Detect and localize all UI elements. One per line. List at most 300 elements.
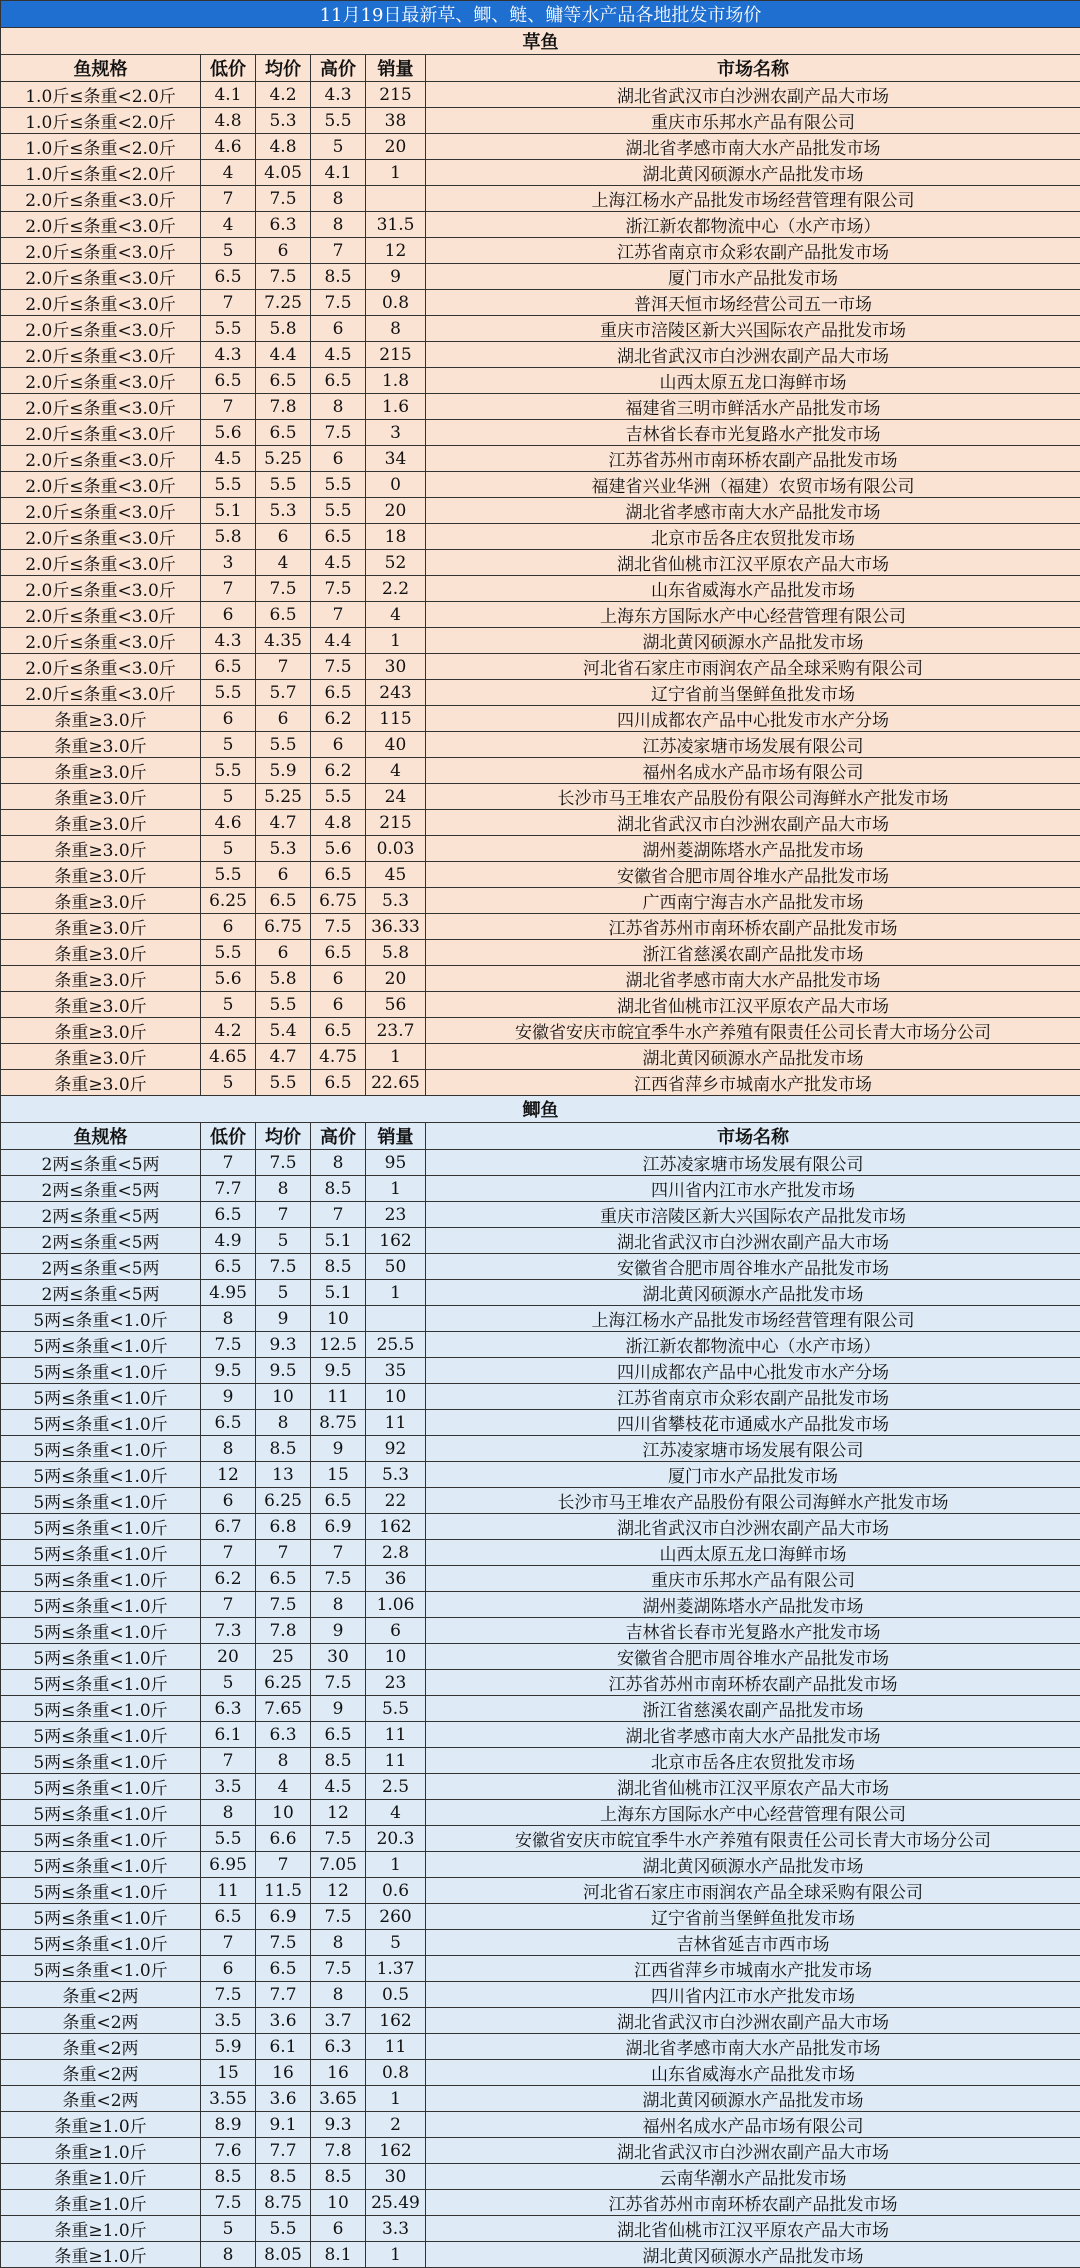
table-row [1,264,1080,290]
table-cell: 1 [366,2242,426,2268]
table-cell: 湖北省武汉市白沙洲农副产品大市场 [426,2138,1080,2164]
table-cell: 2两≤条重<5两 [1,1228,201,1254]
table-cell: 13 [256,1462,311,1488]
table-cell: 6.7 [201,1514,256,1540]
table-cell: 云南华潮水产品批发市场 [426,2164,1080,2190]
table-cell: 2两≤条重<5两 [1,1254,201,1280]
table-cell: 6 [201,602,256,628]
table-cell: 7 [256,1540,311,1566]
table-row [1,1384,1080,1410]
table-cell: 9.1 [256,2112,311,2138]
table-cell: 7.5 [311,914,366,940]
table-cell: 1.0斤≤条重<2.0斤 [1,82,201,108]
table-cell: 2.0斤≤条重<3.0斤 [1,576,201,602]
table-cell: 6.25 [256,1670,311,1696]
table-cell: 5.5 [311,108,366,134]
table-cell: 浙江新农都物流中心（水产市场） [426,1332,1080,1358]
table-cell: 10 [366,1644,426,1670]
table-cell: 2两≤条重<5两 [1,1280,201,1306]
table-row [1,654,1080,680]
table-cell: 6.6 [256,1826,311,1852]
table-cell: 5两≤条重<1.0斤 [1,1488,201,1514]
table-cell: 5.3 [256,108,311,134]
table-cell: 5两≤条重<1.0斤 [1,1670,201,1696]
table-row [1,550,1080,576]
table-cell: 湖北省孝感市南大水产品批发市场 [426,1722,1080,1748]
table-cell: 7 [201,1930,256,1956]
table-cell: 4.1 [311,160,366,186]
table-cell: 115 [366,706,426,732]
table-cell: 20 [366,498,426,524]
table-cell: 江苏凌家塘市场发展有限公司 [426,732,1080,758]
table-cell: 7.5 [311,576,366,602]
table-cell: 0 [366,472,426,498]
column-header: 高价 [311,1123,366,1150]
table-cell: 湖北省武汉市白沙洲农副产品大市场 [426,1228,1080,1254]
table-cell: 2.0斤≤条重<3.0斤 [1,446,201,472]
table-row [1,160,1080,186]
table-row [1,1358,1080,1384]
table-row [1,1410,1080,1436]
table-cell: 5.5 [201,316,256,342]
table-cell: 5 [201,992,256,1018]
table-cell: 2.0斤≤条重<3.0斤 [1,186,201,212]
table-cell: 浙江新农都物流中心（水产市场） [426,212,1080,238]
table-cell: 重庆市涪陵区新大兴国际农产品批发市场 [426,1202,1080,1228]
table-row [1,1514,1080,1540]
table-cell: 5两≤条重<1.0斤 [1,1436,201,1462]
table-cell: 5两≤条重<1.0斤 [1,1358,201,1384]
table-cell: 10 [366,1384,426,1410]
table-row [1,1774,1080,1800]
table-cell: 湖北省仙桃市江汉平原农产品大市场 [426,992,1080,1018]
table-row [1,212,1080,238]
table-row [1,2060,1080,2086]
table-cell: 四川省攀枝花市通威水产品批发市场 [426,1410,1080,1436]
table-cell: 6.5 [201,1202,256,1228]
table-cell: 4.3 [201,628,256,654]
table-cell: 1.8 [366,368,426,394]
table-cell: 1.06 [366,1592,426,1618]
table-row [1,940,1080,966]
table-cell: 2.0斤≤条重<3.0斤 [1,290,201,316]
table-row [1,1696,1080,1722]
table-cell: 6.1 [256,2034,311,2060]
table-cell: 7 [201,1540,256,1566]
table-cell: 92 [366,1436,426,1462]
table-cell: 4.8 [311,810,366,836]
table-cell: 5.5 [256,992,311,1018]
table-cell: 4.65 [201,1044,256,1070]
table-cell: 5 [201,1070,256,1096]
table-cell: 56 [366,992,426,1018]
table-cell: 4 [201,212,256,238]
table-cell: 湖北省仙桃市江汉平原农产品大市场 [426,2216,1080,2242]
table-cell: 4 [366,758,426,784]
column-header: 鱼规格 [1,55,201,82]
table-cell: 6.5 [201,654,256,680]
table-cell: 5 [201,2216,256,2242]
table-cell: 2两≤条重<5两 [1,1176,201,1202]
table-cell: 5.5 [201,862,256,888]
table-row [1,394,1080,420]
table-row [1,1202,1080,1228]
table-cell: 1 [366,160,426,186]
table-cell: 6.3 [256,1722,311,1748]
table-cell: 湖北黄冈硕源水产品批发市场 [426,2086,1080,2112]
table-row [1,1176,1080,1202]
table-cell: 5.5 [311,472,366,498]
table-cell: 22.65 [366,1070,426,1096]
column-header: 低价 [201,1123,256,1150]
table-cell: 18 [366,524,426,550]
table-cell: 吉林省延吉市西市场 [426,1930,1080,1956]
table-cell: 5.3 [366,1462,426,1488]
table-cell: 9 [256,1306,311,1332]
table-cell: 6.9 [311,1514,366,1540]
table-cell: 10 [311,2190,366,2216]
table-cell: 7 [201,186,256,212]
table-row [1,1722,1080,1748]
table-row [1,2034,1080,2060]
page-title: 11月19日最新草、鲫、鲢、鳙等水产品各地批发市场价 [1,1,1080,28]
table-row [1,706,1080,732]
table-cell: 38 [366,108,426,134]
title-row [1,1,1080,28]
table-cell: 7.5 [311,1904,366,1930]
table-cell: 4.4 [311,628,366,654]
table-cell: 8.75 [256,2190,311,2216]
table-row [1,1982,1080,2008]
table-cell: 3.3 [366,2216,426,2242]
table-cell: 江苏省苏州市南环桥农副产品批发市场 [426,1670,1080,1696]
table-cell: 四川省内江市水产批发市场 [426,1176,1080,1202]
table-cell: 6 [311,2216,366,2242]
table-cell: 湖州菱湖陈塔水产品批发市场 [426,836,1080,862]
table-cell: 3.65 [311,2086,366,2112]
table-cell: 4 [256,1774,311,1800]
table-row [1,576,1080,602]
table-cell: 8 [311,186,366,212]
table-cell: 7.3 [201,1618,256,1644]
table-cell: 条重<2两 [1,2008,201,2034]
table-row [1,862,1080,888]
table-cell: 6.5 [311,1722,366,1748]
table-cell: 12 [311,1800,366,1826]
table-cell: 6.25 [201,888,256,914]
table-cell: 山东省威海水产品批发市场 [426,576,1080,602]
table-cell: 7.5 [256,1254,311,1280]
table-cell: 6.5 [256,1566,311,1592]
table-cell: 36.33 [366,914,426,940]
table-cell: 5两≤条重<1.0斤 [1,1930,201,1956]
table-cell: 福州名成水产品市场有限公司 [426,758,1080,784]
table-cell: 12 [366,238,426,264]
table-cell: 5两≤条重<1.0斤 [1,1878,201,1904]
table-cell: 湖北黄冈硕源水产品批发市场 [426,1044,1080,1070]
table-cell: 11.5 [256,1878,311,1904]
table-cell: 湖北省武汉市白沙洲农副产品大市场 [426,810,1080,836]
table-cell: 7.7 [256,2138,311,2164]
table-cell: 22 [366,1488,426,1514]
table-cell: 8 [311,394,366,420]
table-cell: 7.5 [201,2190,256,2216]
table-cell: 7.5 [311,290,366,316]
table-cell: 243 [366,680,426,706]
table-cell: 23 [366,1670,426,1696]
table-row [1,2112,1080,2138]
table-cell: 9 [311,1436,366,1462]
table-cell: 5两≤条重<1.0斤 [1,1540,201,1566]
table-row [1,680,1080,706]
table-cell: 6.5 [201,1410,256,1436]
table-cell: 4.8 [256,134,311,160]
table-cell: 8 [366,316,426,342]
table-cell: 6.3 [256,212,311,238]
table-cell: 江苏凌家塘市场发展有限公司 [426,1150,1080,1176]
table-row [1,1930,1080,1956]
table-cell: 15 [311,1462,366,1488]
table-cell: 安徽省安庆市皖宜季牛水产养殖有限责任公司长青大市场分公司 [426,1018,1080,1044]
table-cell: 5两≤条重<1.0斤 [1,1722,201,1748]
table-cell: 7.5 [256,186,311,212]
table-cell: 4.7 [256,1044,311,1070]
table-cell: 8.05 [256,2242,311,2268]
table-cell: 4.75 [311,1044,366,1070]
table-cell: 8 [256,1748,311,1774]
table-cell: 2.0斤≤条重<3.0斤 [1,628,201,654]
table-row [1,628,1080,654]
table-row [1,836,1080,862]
table-cell: 条重≥1.0斤 [1,2216,201,2242]
table-cell: 条重≥3.0斤 [1,836,201,862]
table-cell: 215 [366,810,426,836]
table-row [1,316,1080,342]
table-row [1,472,1080,498]
table-cell: 5.5 [201,758,256,784]
table-cell: 安徽省合肥市周谷堆水产品批发市场 [426,862,1080,888]
table-cell: 5.6 [201,966,256,992]
table-cell: 7.5 [256,1150,311,1176]
table-cell: 条重<2两 [1,2034,201,2060]
table-cell: 江苏凌家塘市场发展有限公司 [426,1436,1080,1462]
table-cell: 7 [256,1202,311,1228]
table-cell: 9 [366,264,426,290]
table-cell: 6.5 [311,862,366,888]
table-cell: 1.0斤≤条重<2.0斤 [1,108,201,134]
table-cell: 8 [311,212,366,238]
table-cell: 7.8 [256,1618,311,1644]
table-cell: 9.5 [311,1358,366,1384]
table-cell: 3 [366,420,426,446]
table-cell: 5 [366,1930,426,1956]
table-cell: 3 [201,550,256,576]
table-row [1,1540,1080,1566]
table-cell: 20 [366,966,426,992]
table-row [1,2190,1080,2216]
table-cell: 11 [201,1878,256,1904]
table-cell: 5.6 [201,420,256,446]
column-header: 市场名称 [426,1123,1080,1150]
table-cell: 河北省石家庄市雨润农产品全球采购有限公司 [426,654,1080,680]
table-cell: 260 [366,1904,426,1930]
table-cell: 7.7 [201,1176,256,1202]
table-cell: 5两≤条重<1.0斤 [1,1306,201,1332]
table-cell: 7 [201,1592,256,1618]
table-cell: 5两≤条重<1.0斤 [1,1904,201,1930]
table-row [1,368,1080,394]
table-row [1,1332,1080,1358]
table-cell: 0.5 [366,1982,426,2008]
table-cell: 7 [201,1748,256,1774]
table-cell: 条重≥1.0斤 [1,2242,201,2268]
table-cell: 95 [366,1150,426,1176]
table-cell: 6 [311,966,366,992]
table-cell: 11 [366,1722,426,1748]
table-cell: 4.1 [201,82,256,108]
table-cell: 6.5 [311,368,366,394]
table-cell: 5两≤条重<1.0斤 [1,1332,201,1358]
table-cell: 45 [366,862,426,888]
section-header-row [1,28,1080,55]
table-row [1,2164,1080,2190]
table-cell: 4 [366,602,426,628]
table-cell: 2.0斤≤条重<3.0斤 [1,498,201,524]
table-cell: 5.5 [256,1070,311,1096]
table-cell: 162 [366,1228,426,1254]
table-cell: 12 [311,1878,366,1904]
table-cell: 北京市岳各庄农贸批发市场 [426,1748,1080,1774]
table-cell: 12 [201,1462,256,1488]
table-cell: 6 [311,446,366,472]
table-cell: 4.6 [201,810,256,836]
table-cell: 5两≤条重<1.0斤 [1,1410,201,1436]
table-cell: 江苏省南京市众彩农副产品批发市场 [426,238,1080,264]
table-row [1,1462,1080,1488]
table-cell: 2.0斤≤条重<3.0斤 [1,680,201,706]
table-cell: 6 [311,732,366,758]
table-cell: 36 [366,1566,426,1592]
table-cell: 7 [201,394,256,420]
table-row [1,784,1080,810]
table-cell: 4.8 [201,108,256,134]
table-row [1,1852,1080,1878]
table-row [1,2216,1080,2242]
table-cell: 5.25 [256,446,311,472]
table-row [1,758,1080,784]
table-cell: 条重≥3.0斤 [1,992,201,1018]
table-cell: 7.7 [256,1982,311,2008]
table-cell: 福建省兴业华洲（福建）农贸市场有限公司 [426,472,1080,498]
table-cell: 20 [366,134,426,160]
table-cell: 7.8 [311,2138,366,2164]
table-cell: 31.5 [366,212,426,238]
table-cell: 湖北黄冈硕源水产品批发市场 [426,1852,1080,1878]
table-cell: 1 [366,1176,426,1202]
table-row [1,914,1080,940]
table-cell: 5两≤条重<1.0斤 [1,1748,201,1774]
table-cell: 40 [366,732,426,758]
table-cell: 6.5 [201,1904,256,1930]
table-cell: 重庆市乐邦水产品有限公司 [426,1566,1080,1592]
table-cell: 6.5 [311,940,366,966]
table-cell: 0.6 [366,1878,426,1904]
table-cell: 162 [366,1514,426,1540]
table-cell: 4.5 [311,550,366,576]
table-cell: 6.5 [311,1018,366,1044]
table-cell: 2.8 [366,1540,426,1566]
table-cell: 215 [366,342,426,368]
table-cell: 1.0斤≤条重<2.0斤 [1,160,201,186]
table-cell: 2两≤条重<5两 [1,1202,201,1228]
table-cell: 5.5 [366,1696,426,1722]
table-cell: 7.25 [256,290,311,316]
table-cell: 5 [201,784,256,810]
table-cell: 2.2 [366,576,426,602]
table-cell: 20.3 [366,1826,426,1852]
table-cell: 0.8 [366,290,426,316]
table-cell: 江苏省苏州市南环桥农副产品批发市场 [426,914,1080,940]
table-cell: 5.7 [256,680,311,706]
table-cell: 4 [256,550,311,576]
table-cell: 广西南宁海吉水产品批发市场 [426,888,1080,914]
table-cell: 8.5 [256,2164,311,2190]
table-cell: 5两≤条重<1.0斤 [1,1566,201,1592]
table-cell: 4.95 [201,1280,256,1306]
table-cell: 4.7 [256,810,311,836]
table-cell: 重庆市乐邦水产品有限公司 [426,108,1080,134]
table-cell: 浙江省慈溪农副产品批发市场 [426,1696,1080,1722]
table-row [1,1904,1080,1930]
table-cell: 2.0斤≤条重<3.0斤 [1,524,201,550]
table-cell: 20 [201,1644,256,1670]
table-cell: 6 [201,1956,256,1982]
table-row [1,1436,1080,1462]
table-cell: 福建省三明市鲜活水产品批发市场 [426,394,1080,420]
table-cell: 条重<2两 [1,2086,201,2112]
table-cell: 6.95 [201,1852,256,1878]
table-row [1,1306,1080,1332]
table-cell: 5 [201,836,256,862]
table-cell: 江苏省苏州市南环桥农副产品批发市场 [426,446,1080,472]
table-cell: 2.0斤≤条重<3.0斤 [1,394,201,420]
table-cell: 8.9 [201,2112,256,2138]
column-header: 低价 [201,55,256,82]
table-cell: 0.8 [366,2060,426,2086]
table-cell: 215 [366,82,426,108]
table-row [1,1956,1080,1982]
table-row [1,1150,1080,1176]
table-cell: 条重≥3.0斤 [1,914,201,940]
table-cell: 湖北省武汉市白沙洲农副产品大市场 [426,82,1080,108]
table-cell: 9 [311,1618,366,1644]
table-cell: 条重≥3.0斤 [1,1018,201,1044]
table-cell: 湖北省武汉市白沙洲农副产品大市场 [426,1514,1080,1540]
table-cell: 5两≤条重<1.0斤 [1,1462,201,1488]
table-cell: 长沙市马王堆农产品股份有限公司海鲜水产批发市场 [426,784,1080,810]
table-cell: 5两≤条重<1.0斤 [1,1696,201,1722]
table-cell: 10 [256,1800,311,1826]
table-cell: 5.1 [201,498,256,524]
table-cell: 9.3 [256,1332,311,1358]
section-header-row [1,1096,1080,1123]
table-cell: 3.5 [201,1774,256,1800]
table-cell: 条重≥1.0斤 [1,2112,201,2138]
table-cell: 5 [201,732,256,758]
table-row [1,2008,1080,2034]
table-cell: 2.0斤≤条重<3.0斤 [1,602,201,628]
table-cell: 4.3 [201,342,256,368]
